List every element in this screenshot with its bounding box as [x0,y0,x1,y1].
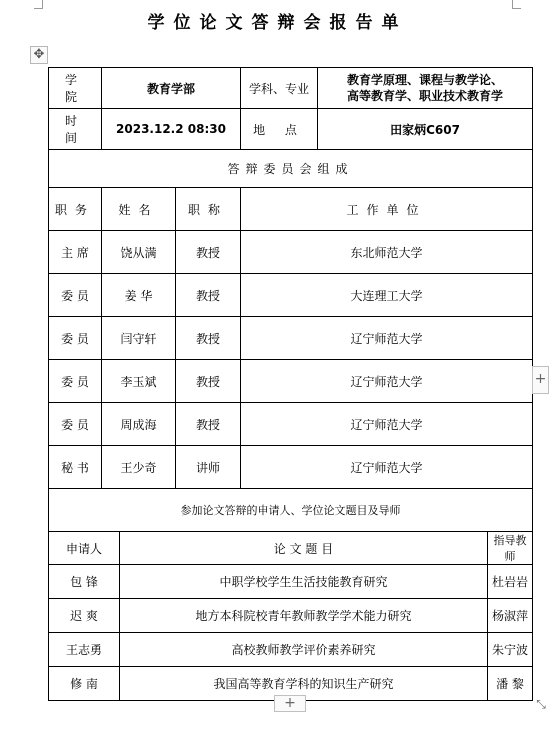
committee-name[interactable]: 周成海 [102,403,176,446]
subject-label: 学科、专业 [241,68,318,109]
info-row-college [49,68,533,109]
place-value[interactable]: 田家炳C607 [318,109,533,150]
committee-unit[interactable]: 辽宁师范大学 [241,446,533,489]
applicants-section-title: 参加论文答辩的申请人、学位论文题目及导师 [49,489,533,532]
applicants-header-advisor: 指导教师 [488,532,533,565]
committee-rank[interactable]: 讲师 [176,446,241,489]
committee-row [49,231,533,274]
subject-value-line: 高等教育学、职业技术教育学 [347,89,504,103]
applicant-advisor[interactable]: 杜岩岩 [488,565,533,599]
applicant-topic[interactable]: 高校教师教学评价素养研究 [120,633,488,667]
info-row-time [49,109,533,150]
applicants-header-name: 申请人 [49,532,120,565]
applicants-header-topic: 论 文 题 目 [120,532,488,565]
applicant-row [49,633,533,667]
committee-row [49,360,533,403]
applicant-name[interactable]: 包 锋 [49,565,120,599]
applicant-name[interactable]: 王志勇 [49,633,120,667]
committee-role[interactable]: 秘 书 [49,446,102,489]
committee-row [49,274,533,317]
committee-header-rank: 职称 [176,188,241,231]
committee-rank[interactable]: 教授 [176,317,241,360]
applicant-name[interactable]: 修 南 [49,667,120,701]
college-label: 学 院 [49,68,102,109]
applicants-header-row [49,532,533,565]
committee-name[interactable]: 王少奇 [102,446,176,489]
committee-header-row [49,188,533,231]
report-table [48,67,533,701]
table-resize-icon[interactable]: ⤡ [536,697,546,711]
applicant-row [49,565,533,599]
committee-unit[interactable]: 大连理工大学 [241,274,533,317]
subject-value-line: 教育学原理、课程与教学论、 [347,73,504,87]
committee-rank[interactable]: 教授 [176,360,241,403]
time-label: 时 间 [49,109,102,150]
committee-role[interactable]: 委 员 [49,360,102,403]
committee-name[interactable]: 闫守轩 [102,317,176,360]
applicant-row [49,599,533,633]
college-value[interactable]: 教育学部 [102,68,241,109]
committee-header-name: 姓名 [102,188,176,231]
applicant-name[interactable]: 迟 爽 [49,599,120,633]
committee-name[interactable]: 李玉斌 [102,360,176,403]
committee-role[interactable]: 委 员 [49,317,102,360]
place-label: 地 点 [241,109,318,150]
applicant-topic[interactable]: 我国高等教育学科的知识生产研究 [120,667,488,701]
applicant-topic[interactable]: 中职学校学生生活技能教育研究 [120,565,488,599]
committee-role[interactable]: 委 员 [49,274,102,317]
committee-rank[interactable]: 教授 [176,231,241,274]
committee-section-title: 答辩委员会组成 [49,150,533,188]
applicant-topic[interactable]: 地方本科院校青年教师教学学术能力研究 [120,599,488,633]
committee-role[interactable]: 委 员 [49,403,102,446]
committee-unit[interactable]: 辽宁师范大学 [241,403,533,446]
committee-section-row [49,150,533,188]
committee-rank[interactable]: 教授 [176,274,241,317]
time-value[interactable]: 2023.12.2 08:30 [102,109,241,150]
table-move-handle-icon[interactable]: ✥ [30,46,48,64]
committee-row [49,317,533,360]
committee-role[interactable]: 主 席 [49,231,102,274]
committee-header-role: 职务 [49,188,102,231]
applicant-advisor[interactable]: 杨淑萍 [488,599,533,633]
committee-name[interactable]: 姜 华 [102,274,176,317]
committee-unit[interactable]: 辽宁师范大学 [241,360,533,403]
subject-value[interactable] [318,68,533,109]
committee-unit[interactable]: 辽宁师范大学 [241,317,533,360]
add-column-button[interactable]: + [532,366,549,394]
committee-unit[interactable]: 东北师范大学 [241,231,533,274]
document-title: 学位论文答辩会报告单 [147,13,408,33]
applicants-section-row [49,489,533,532]
add-row-button[interactable]: + [274,695,306,712]
committee-row [49,403,533,446]
committee-header-unit: 工作单位 [241,188,533,231]
committee-row [49,446,533,489]
applicant-advisor[interactable]: 朱宁波 [488,633,533,667]
committee-rank[interactable]: 教授 [176,403,241,446]
committee-name[interactable]: 饶从满 [102,231,176,274]
applicant-advisor[interactable]: 潘 黎 [488,667,533,701]
